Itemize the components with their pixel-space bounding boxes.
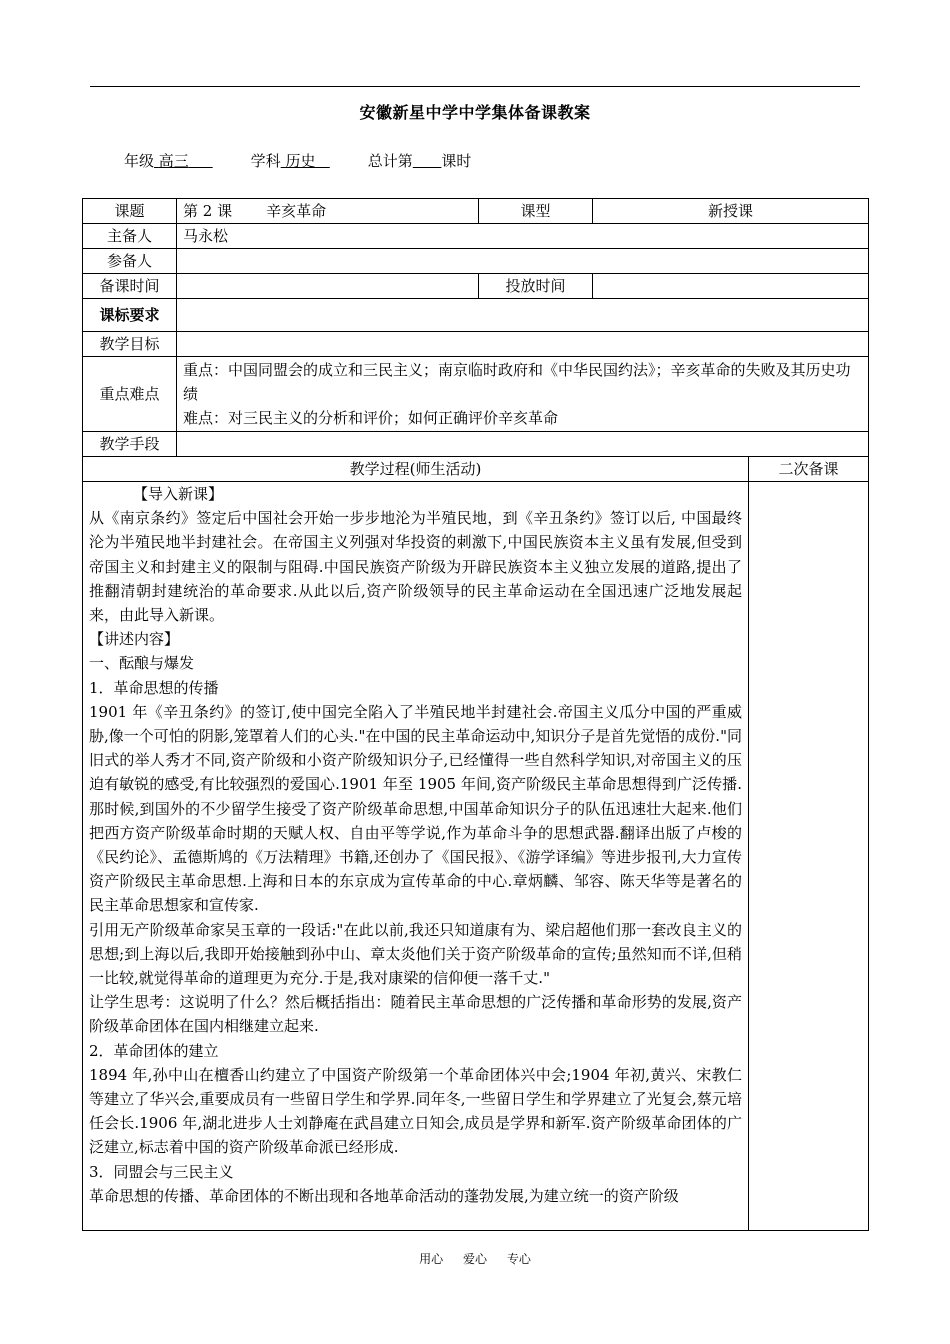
type-value: 新授课 — [593, 199, 869, 224]
grade-label: 年级 — [124, 152, 155, 170]
lesson-plan-table — [82, 198, 869, 1231]
key-point-text: 重点：中国同盟会的成立和三民主义；南京临时政府和《中华民国约法》；辛亥革命的失败及其历史功绩 — [183, 361, 851, 403]
lead-label: 主备人 — [83, 224, 177, 249]
lead-value: 马永松 — [177, 224, 869, 249]
participants-label: 参备人 — [83, 249, 177, 274]
header-rule — [90, 86, 860, 87]
footer-word-2: 爱心 — [462, 1252, 487, 1266]
prep-time-label: 备课时间 — [83, 274, 177, 299]
goals-label: 教学目标 — [83, 332, 177, 357]
topic-label: 课题 — [83, 199, 177, 224]
subsection-3-heading: 3．同盟会与三民主义 — [89, 1162, 234, 1181]
section-1-heading: 一、酝酿与爆发 — [89, 654, 195, 673]
page-footer — [0, 1250, 950, 1267]
subsection-2-heading: 2．革命团体的建立 — [89, 1041, 219, 1060]
footer-word-1: 用心 — [419, 1252, 444, 1266]
intro-heading: 【导入新课】 — [133, 485, 224, 503]
difficult-point-text: 难点：对三民主义的分析和评价；如何正确评价辛亥革命 — [183, 409, 559, 427]
quote-text: 引用无产阶级革命家吴玉章的一段话:"在此以前,我还只知道康有为、梁启超他们那一套改良主义的思想;到上海以后,我即开始接触到孙中山、章太炎他们关于资产阶级革命的宣传;虽然知而不详,但稍一比较,就觉得革命的道理更为充分.于是,我对康梁的信仰便一落千丈." — [89, 920, 742, 988]
subsection-3-text: 革命思想的传播、革命团体的不断出现和各地革命活动的蓬勃发展,为建立统一的资产阶级 — [89, 1186, 679, 1205]
process-content — [83, 482, 749, 1231]
topic-lesson: 第 2 课 — [183, 202, 233, 220]
subsection-1-heading: 1．革命思想的传播 — [89, 678, 219, 697]
content-heading: 【讲述内容】 — [89, 630, 180, 649]
standards-label: 课标要求 — [83, 299, 177, 332]
document-title: 安徽新星中学中学集体备课教案 — [359, 103, 591, 122]
type-label: 课型 — [479, 199, 593, 224]
subsection-2-text: 1894 年,孙中山在檀香山约建立了中国资产阶级第一个革命团体兴中会;1904 年初,黄兴、宋教仁等建立了华兴会,重要成员有一些留日学生和学界.同年冬,一些留日学生和学界建立了光复会,蔡元培任会长.1906 年,湖北进步人士刘静庵在武昌建立日知会,成员是学界和新军.资产阶级革命团体的广泛建立,标志着中国的资产阶级革命派已经形成. — [89, 1065, 742, 1157]
total-suffix: 课时 — [441, 152, 472, 170]
subject-label: 学科 — [250, 152, 281, 170]
meta-line — [124, 150, 471, 171]
key-points-cell — [177, 357, 869, 432]
delivery-time-value — [593, 274, 869, 299]
second-prep-cell — [749, 482, 869, 1231]
topic-name: 辛亥革命 — [266, 202, 327, 220]
goals-value — [177, 332, 869, 357]
standards-value — [177, 299, 869, 332]
subsection-1-text: 1901 年《辛丑条约》的签订,使中国完全陷入了半殖民地半封建社会.帝国主义瓜分中国的严重威胁,像一个可怕的阴影,笼罩着人们的心头."在中国的民主革命运动中,知识分子是首先觉悟的成份."同旧式的举人秀才不同,资产阶级和小资产阶级知识分子,已经懂得一些自然科学知识,对帝国主义的压迫有敏锐的感受,有比较强烈的爱国心.1901 年至 1905 年间,资产阶级民主革命思想得到广泛传播.那时候,到国外的不少留学生接受了资产阶级革命思想,中国革命知识分子的队伍迅速壮大起来.他们把西方资产阶级革命时期的天赋人权、自由平等学说,作为革命斗争的思想武器.翻译出版了卢梭的《民约论》、孟德斯鸠的《万法精理》书籍,还创办了《国民报》、《游学译编》等进步报刊,大力宣传资产阶级民主革命思想.上海和日本的东京成为宣传革命的中心.章炳麟、邹容、陈天华等是著名的民主革命思想家和宣传家. — [89, 702, 742, 915]
process-header: 教学过程(师生活动) — [83, 457, 749, 482]
delivery-time-label: 投放时间 — [479, 274, 593, 299]
subject-value: 历史 — [285, 152, 316, 170]
means-label: 教学手段 — [83, 432, 177, 457]
key-label: 重点难点 — [83, 357, 177, 432]
second-prep-header: 二次备课 — [749, 457, 869, 482]
topic-cell — [177, 199, 479, 224]
intro-text: 从《南京条约》签定后中国社会开始一步步地沦为半殖民地，到《辛丑条约》签订以后, 中国最终沦为半殖民地半封建社会。在帝国主义列强对华投资的刺激下,中国民族资本主义虽有发展,但受到帝国主义和封建主义的限制与阻碍.中国民族资产阶级为开辟民族资本主义独立发展的道路,提出了推翻清朝封建统治的革命要求.从此以后,资产阶级领导的民主革命运动在全国迅速广泛地发展起来，由此导入新课。 — [89, 509, 742, 625]
total-label: 总计第 — [367, 152, 413, 170]
think-text: 让学生思考：这说明了什么？然后概括指出：随着民主革命思想的广泛传播和革命形势的发展,资产阶级革命团体在国内相继建立起来. — [89, 993, 742, 1036]
means-value — [177, 432, 869, 457]
grade-value: 高三 — [158, 152, 189, 170]
footer-word-3: 专心 — [506, 1252, 531, 1266]
total-blank — [413, 152, 442, 170]
participants-value — [177, 249, 869, 274]
prep-time-value — [177, 274, 479, 299]
